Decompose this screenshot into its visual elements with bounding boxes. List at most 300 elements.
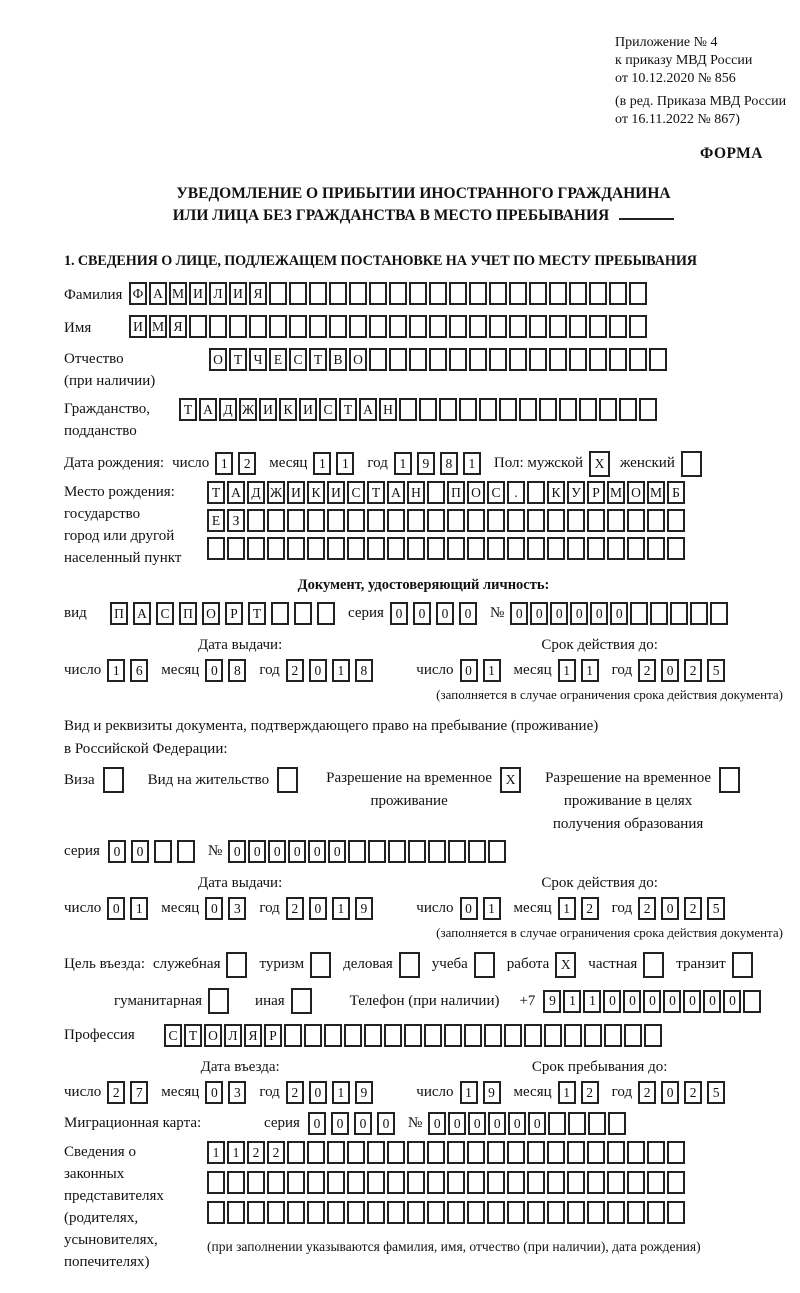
char-box[interactable]: О bbox=[209, 348, 227, 371]
char-box[interactable]: 1 bbox=[207, 1141, 225, 1164]
char-box[interactable] bbox=[488, 840, 506, 863]
char-box[interactable] bbox=[681, 451, 702, 477]
char-box[interactable]: 0 bbox=[508, 1112, 526, 1135]
char-box[interactable] bbox=[327, 1141, 345, 1164]
char-box[interactable]: 0 bbox=[661, 897, 679, 920]
char-box[interactable]: Т bbox=[207, 481, 225, 504]
char-box[interactable] bbox=[587, 537, 605, 560]
char-box[interactable] bbox=[327, 509, 345, 532]
char-box[interactable] bbox=[529, 315, 547, 338]
char-box[interactable]: С bbox=[156, 602, 174, 625]
char-box[interactable]: У bbox=[567, 481, 585, 504]
char-box[interactable] bbox=[647, 537, 665, 560]
char-box[interactable] bbox=[629, 315, 647, 338]
char-box[interactable]: К bbox=[547, 481, 565, 504]
char-box[interactable] bbox=[504, 1024, 522, 1047]
char-box[interactable] bbox=[307, 537, 325, 560]
char-box[interactable] bbox=[227, 537, 245, 560]
char-box[interactable] bbox=[208, 988, 229, 1014]
char-box[interactable]: М bbox=[169, 282, 187, 305]
char-box[interactable]: X bbox=[500, 767, 521, 793]
purpose-transit-checkbox[interactable] bbox=[732, 952, 755, 978]
char-box[interactable] bbox=[447, 1201, 465, 1224]
char-box[interactable] bbox=[548, 1112, 566, 1135]
char-box[interactable] bbox=[388, 840, 406, 863]
char-box[interactable] bbox=[549, 282, 567, 305]
char-box[interactable] bbox=[579, 398, 597, 421]
char-box[interactable]: 0 bbox=[661, 659, 679, 682]
char-box[interactable] bbox=[347, 1171, 365, 1194]
char-box[interactable]: 1 bbox=[483, 897, 501, 920]
sex-female-checkbox[interactable] bbox=[681, 451, 704, 477]
char-box[interactable] bbox=[529, 348, 547, 371]
char-box[interactable]: Н bbox=[407, 481, 425, 504]
birth-day-input[interactable] bbox=[215, 452, 261, 475]
char-box[interactable]: 0 bbox=[723, 990, 741, 1013]
char-box[interactable] bbox=[449, 315, 467, 338]
char-box[interactable] bbox=[367, 1171, 385, 1194]
char-box[interactable] bbox=[103, 767, 124, 793]
char-box[interactable] bbox=[608, 1112, 626, 1135]
char-box[interactable]: 0 bbox=[460, 897, 478, 920]
char-box[interactable] bbox=[409, 315, 427, 338]
char-box[interactable] bbox=[569, 282, 587, 305]
char-box[interactable]: 7 bbox=[130, 1081, 148, 1104]
char-box[interactable] bbox=[449, 348, 467, 371]
char-box[interactable] bbox=[444, 1024, 462, 1047]
char-box[interactable]: 0 bbox=[131, 840, 149, 863]
char-box[interactable]: А bbox=[199, 398, 217, 421]
char-box[interactable] bbox=[584, 1024, 602, 1047]
char-box[interactable] bbox=[387, 537, 405, 560]
char-box[interactable] bbox=[547, 1171, 565, 1194]
char-box[interactable] bbox=[719, 767, 740, 793]
char-box[interactable]: 0 bbox=[528, 1112, 546, 1135]
char-box[interactable] bbox=[469, 315, 487, 338]
char-box[interactable] bbox=[267, 537, 285, 560]
mig-series-input[interactable] bbox=[308, 1112, 400, 1135]
char-box[interactable] bbox=[424, 1024, 442, 1047]
char-box[interactable] bbox=[587, 1171, 605, 1194]
char-box[interactable] bbox=[609, 282, 627, 305]
char-box[interactable]: 9 bbox=[483, 1081, 501, 1104]
char-box[interactable]: 0 bbox=[468, 1112, 486, 1135]
char-box[interactable]: 0 bbox=[308, 1112, 326, 1135]
char-box[interactable] bbox=[267, 1201, 285, 1224]
char-box[interactable]: 0 bbox=[413, 602, 431, 625]
char-box[interactable] bbox=[489, 282, 507, 305]
char-box[interactable]: 0 bbox=[488, 1112, 506, 1135]
char-box[interactable]: М bbox=[607, 481, 625, 504]
char-box[interactable] bbox=[367, 509, 385, 532]
char-box[interactable] bbox=[327, 1171, 345, 1194]
char-box[interactable] bbox=[289, 315, 307, 338]
char-box[interactable] bbox=[589, 348, 607, 371]
char-box[interactable] bbox=[307, 1201, 325, 1224]
char-box[interactable] bbox=[429, 282, 447, 305]
char-box[interactable] bbox=[347, 1201, 365, 1224]
char-box[interactable]: 2 bbox=[247, 1141, 265, 1164]
char-box[interactable]: 2 bbox=[684, 1081, 702, 1104]
char-box[interactable]: А bbox=[359, 398, 377, 421]
char-box[interactable] bbox=[619, 398, 637, 421]
char-box[interactable]: 1 bbox=[332, 897, 350, 920]
char-box[interactable] bbox=[549, 348, 567, 371]
char-box[interactable] bbox=[647, 1201, 665, 1224]
char-box[interactable]: Е bbox=[269, 348, 287, 371]
char-box[interactable] bbox=[690, 602, 708, 625]
birthplace-row2-input[interactable] bbox=[207, 509, 687, 532]
char-box[interactable] bbox=[649, 348, 667, 371]
char-box[interactable] bbox=[367, 537, 385, 560]
char-box[interactable]: 0 bbox=[610, 602, 628, 625]
purpose-business-checkbox[interactable] bbox=[226, 952, 249, 978]
char-box[interactable] bbox=[627, 1201, 645, 1224]
char-box[interactable] bbox=[564, 1024, 582, 1047]
char-box[interactable] bbox=[404, 1024, 422, 1047]
char-box[interactable] bbox=[624, 1024, 642, 1047]
char-box[interactable] bbox=[227, 1201, 245, 1224]
purpose-tourism-checkbox[interactable] bbox=[310, 952, 333, 978]
char-box[interactable] bbox=[347, 509, 365, 532]
char-box[interactable] bbox=[307, 1171, 325, 1194]
char-box[interactable]: Я bbox=[244, 1024, 262, 1047]
char-box[interactable] bbox=[527, 1141, 545, 1164]
char-box[interactable]: 1 bbox=[463, 452, 481, 475]
char-box[interactable] bbox=[507, 1171, 525, 1194]
char-box[interactable] bbox=[408, 840, 426, 863]
char-box[interactable] bbox=[310, 952, 331, 978]
char-box[interactable] bbox=[527, 1171, 545, 1194]
char-box[interactable] bbox=[484, 1024, 502, 1047]
permit-valid-year-input[interactable] bbox=[638, 897, 730, 920]
char-box[interactable] bbox=[609, 315, 627, 338]
permit-valid-day-input[interactable] bbox=[460, 897, 506, 920]
char-box[interactable] bbox=[667, 1141, 685, 1164]
stay-year-input[interactable] bbox=[638, 1081, 730, 1104]
char-box[interactable]: Л bbox=[224, 1024, 242, 1047]
char-box[interactable]: В bbox=[329, 348, 347, 371]
char-box[interactable] bbox=[367, 1141, 385, 1164]
char-box[interactable]: 0 bbox=[268, 840, 286, 863]
char-box[interactable] bbox=[277, 767, 298, 793]
char-box[interactable] bbox=[469, 282, 487, 305]
char-box[interactable]: 0 bbox=[331, 1112, 349, 1135]
permit-series-input[interactable] bbox=[108, 840, 200, 863]
char-box[interactable] bbox=[547, 1141, 565, 1164]
char-box[interactable]: 0 bbox=[377, 1112, 395, 1135]
char-box[interactable]: Л bbox=[209, 282, 227, 305]
citizenship-input[interactable] bbox=[179, 398, 659, 421]
char-box[interactable] bbox=[710, 602, 728, 625]
char-box[interactable] bbox=[627, 537, 645, 560]
char-box[interactable] bbox=[547, 537, 565, 560]
char-box[interactable] bbox=[549, 315, 567, 338]
char-box[interactable] bbox=[630, 602, 648, 625]
char-box[interactable]: Р bbox=[264, 1024, 282, 1047]
char-box[interactable] bbox=[588, 1112, 606, 1135]
char-box[interactable]: И bbox=[287, 481, 305, 504]
doc-valid-day-input[interactable] bbox=[460, 659, 506, 682]
char-box[interactable]: И bbox=[229, 282, 247, 305]
char-box[interactable]: Ф bbox=[129, 282, 147, 305]
doc-series-input[interactable] bbox=[390, 602, 482, 625]
char-box[interactable]: 2 bbox=[581, 897, 599, 920]
char-box[interactable]: О bbox=[202, 602, 220, 625]
char-box[interactable] bbox=[607, 1171, 625, 1194]
purpose-work-checkbox[interactable] bbox=[555, 952, 578, 978]
char-box[interactable]: 1 bbox=[558, 1081, 576, 1104]
char-box[interactable]: С bbox=[164, 1024, 182, 1047]
purpose-study-checkbox[interactable] bbox=[474, 952, 497, 978]
char-box[interactable] bbox=[389, 315, 407, 338]
char-box[interactable] bbox=[384, 1024, 402, 1047]
char-box[interactable] bbox=[344, 1024, 362, 1047]
char-box[interactable] bbox=[567, 1141, 585, 1164]
char-box[interactable]: 8 bbox=[355, 659, 373, 682]
char-box[interactable]: . bbox=[507, 481, 525, 504]
char-box[interactable] bbox=[627, 1171, 645, 1194]
char-box[interactable] bbox=[287, 509, 305, 532]
char-box[interactable] bbox=[647, 1141, 665, 1164]
char-box[interactable]: 9 bbox=[355, 1081, 373, 1104]
char-box[interactable] bbox=[629, 348, 647, 371]
char-box[interactable]: И bbox=[299, 398, 317, 421]
char-box[interactable]: 0 bbox=[661, 1081, 679, 1104]
char-box[interactable] bbox=[329, 282, 347, 305]
char-box[interactable]: П bbox=[179, 602, 197, 625]
char-box[interactable]: 0 bbox=[459, 602, 477, 625]
char-box[interactable]: 1 bbox=[460, 1081, 478, 1104]
char-box[interactable]: 1 bbox=[563, 990, 581, 1013]
char-box[interactable]: Ж bbox=[267, 481, 285, 504]
char-box[interactable] bbox=[467, 509, 485, 532]
doc-valid-year-input[interactable] bbox=[638, 659, 730, 682]
char-box[interactable]: 5 bbox=[707, 659, 725, 682]
permit-issue-year-input[interactable] bbox=[286, 897, 378, 920]
char-box[interactable]: Ч bbox=[249, 348, 267, 371]
char-box[interactable]: 1 bbox=[583, 990, 601, 1013]
char-box[interactable] bbox=[427, 1171, 445, 1194]
char-box[interactable] bbox=[387, 1141, 405, 1164]
char-box[interactable]: 0 bbox=[570, 602, 588, 625]
char-box[interactable]: 0 bbox=[108, 840, 126, 863]
char-box[interactable]: 1 bbox=[227, 1141, 245, 1164]
char-box[interactable] bbox=[399, 952, 420, 978]
profession-input[interactable] bbox=[164, 1024, 664, 1047]
char-box[interactable]: Б bbox=[667, 481, 685, 504]
char-box[interactable] bbox=[428, 840, 446, 863]
char-box[interactable]: 9 bbox=[417, 452, 435, 475]
char-box[interactable] bbox=[227, 1171, 245, 1194]
char-box[interactable] bbox=[468, 840, 486, 863]
char-box[interactable]: 2 bbox=[238, 452, 256, 475]
char-box[interactable]: 0 bbox=[703, 990, 721, 1013]
char-box[interactable] bbox=[732, 952, 753, 978]
char-box[interactable]: З bbox=[227, 509, 245, 532]
char-box[interactable] bbox=[487, 509, 505, 532]
char-box[interactable]: 1 bbox=[107, 659, 125, 682]
char-box[interactable] bbox=[547, 1201, 565, 1224]
char-box[interactable]: 3 bbox=[228, 897, 246, 920]
char-box[interactable]: 0 bbox=[510, 602, 528, 625]
char-box[interactable]: А bbox=[133, 602, 151, 625]
char-box[interactable] bbox=[427, 1201, 445, 1224]
doc-issue-year-input[interactable] bbox=[286, 659, 378, 682]
char-box[interactable] bbox=[527, 537, 545, 560]
char-box[interactable] bbox=[289, 282, 307, 305]
char-box[interactable]: 2 bbox=[638, 897, 656, 920]
char-box[interactable] bbox=[479, 398, 497, 421]
char-box[interactable] bbox=[439, 398, 457, 421]
char-box[interactable] bbox=[509, 315, 527, 338]
char-box[interactable]: 0 bbox=[205, 659, 223, 682]
char-box[interactable]: 2 bbox=[267, 1141, 285, 1164]
char-box[interactable] bbox=[347, 1141, 365, 1164]
char-box[interactable]: П bbox=[447, 481, 465, 504]
entry-year-input[interactable] bbox=[286, 1081, 378, 1104]
permit-issue-day-input[interactable] bbox=[107, 897, 153, 920]
char-box[interactable] bbox=[349, 282, 367, 305]
char-box[interactable]: 0 bbox=[623, 990, 641, 1013]
char-box[interactable]: 2 bbox=[286, 1081, 304, 1104]
char-box[interactable]: Д bbox=[247, 481, 265, 504]
char-box[interactable] bbox=[287, 1141, 305, 1164]
char-box[interactable] bbox=[639, 398, 657, 421]
char-box[interactable]: 2 bbox=[581, 1081, 599, 1104]
char-box[interactable]: 0 bbox=[550, 602, 568, 625]
char-box[interactable] bbox=[407, 1171, 425, 1194]
char-box[interactable]: 2 bbox=[286, 659, 304, 682]
char-box[interactable] bbox=[247, 537, 265, 560]
char-box[interactable] bbox=[348, 840, 366, 863]
char-box[interactable] bbox=[667, 1201, 685, 1224]
char-box[interactable] bbox=[599, 398, 617, 421]
doc-number-input[interactable] bbox=[510, 602, 730, 625]
char-box[interactable]: 5 bbox=[707, 897, 725, 920]
char-box[interactable] bbox=[667, 1171, 685, 1194]
char-box[interactable] bbox=[589, 282, 607, 305]
char-box[interactable]: 1 bbox=[336, 452, 354, 475]
char-box[interactable]: А bbox=[227, 481, 245, 504]
stay-day-input[interactable] bbox=[460, 1081, 506, 1104]
char-box[interactable] bbox=[499, 398, 517, 421]
char-box[interactable] bbox=[507, 509, 525, 532]
char-box[interactable] bbox=[629, 282, 647, 305]
char-box[interactable]: Р bbox=[225, 602, 243, 625]
purpose-private-checkbox[interactable] bbox=[643, 952, 666, 978]
doc-valid-month-input[interactable] bbox=[558, 659, 604, 682]
char-box[interactable] bbox=[287, 1171, 305, 1194]
char-box[interactable]: 9 bbox=[355, 897, 373, 920]
char-box[interactable] bbox=[327, 537, 345, 560]
char-box[interactable]: Я bbox=[249, 282, 267, 305]
char-box[interactable] bbox=[567, 537, 585, 560]
char-box[interactable] bbox=[364, 1024, 382, 1047]
char-box[interactable] bbox=[427, 481, 445, 504]
char-box[interactable]: О bbox=[204, 1024, 222, 1047]
name-input[interactable] bbox=[129, 315, 649, 338]
phone-input[interactable] bbox=[543, 990, 763, 1013]
char-box[interactable] bbox=[324, 1024, 342, 1047]
char-box[interactable] bbox=[307, 509, 325, 532]
char-box[interactable]: Н bbox=[379, 398, 397, 421]
char-box[interactable]: 0 bbox=[683, 990, 701, 1013]
char-box[interactable] bbox=[407, 537, 425, 560]
char-box[interactable] bbox=[369, 315, 387, 338]
char-box[interactable]: 3 bbox=[228, 1081, 246, 1104]
char-box[interactable] bbox=[247, 1171, 265, 1194]
char-box[interactable] bbox=[287, 537, 305, 560]
char-box[interactable] bbox=[643, 952, 664, 978]
char-box[interactable]: С bbox=[289, 348, 307, 371]
char-box[interactable] bbox=[229, 315, 247, 338]
entry-month-input[interactable] bbox=[205, 1081, 251, 1104]
char-box[interactable] bbox=[387, 1171, 405, 1194]
char-box[interactable]: 0 bbox=[643, 990, 661, 1013]
char-box[interactable] bbox=[524, 1024, 542, 1047]
char-box[interactable] bbox=[284, 1024, 302, 1047]
char-box[interactable] bbox=[429, 348, 447, 371]
char-box[interactable] bbox=[670, 602, 688, 625]
sex-male-checkbox[interactable] bbox=[589, 451, 612, 477]
permit-issue-month-input[interactable] bbox=[205, 897, 251, 920]
char-box[interactable] bbox=[527, 481, 545, 504]
char-box[interactable]: Т bbox=[309, 348, 327, 371]
char-box[interactable]: Ж bbox=[239, 398, 257, 421]
char-box[interactable] bbox=[519, 398, 537, 421]
visa-checkbox[interactable] bbox=[103, 767, 126, 793]
char-box[interactable]: 5 bbox=[707, 1081, 725, 1104]
patronymic-input[interactable] bbox=[209, 348, 669, 371]
char-box[interactable] bbox=[527, 1201, 545, 1224]
char-box[interactable]: X bbox=[555, 952, 576, 978]
char-box[interactable] bbox=[307, 1141, 325, 1164]
char-box[interactable]: Т bbox=[229, 348, 247, 371]
char-box[interactable]: С bbox=[319, 398, 337, 421]
char-box[interactable] bbox=[627, 1141, 645, 1164]
char-box[interactable] bbox=[650, 602, 668, 625]
char-box[interactable]: Т bbox=[339, 398, 357, 421]
representatives-row1-input[interactable] bbox=[207, 1141, 701, 1164]
char-box[interactable]: К bbox=[307, 481, 325, 504]
char-box[interactable] bbox=[447, 1141, 465, 1164]
char-box[interactable] bbox=[487, 1141, 505, 1164]
residence-permit-checkbox[interactable] bbox=[277, 767, 300, 793]
char-box[interactable] bbox=[527, 509, 545, 532]
char-box[interactable] bbox=[609, 348, 627, 371]
char-box[interactable]: 1 bbox=[558, 659, 576, 682]
char-box[interactable] bbox=[464, 1024, 482, 1047]
char-box[interactable]: 8 bbox=[228, 659, 246, 682]
char-box[interactable]: 9 bbox=[543, 990, 561, 1013]
char-box[interactable] bbox=[547, 509, 565, 532]
char-box[interactable]: 0 bbox=[308, 840, 326, 863]
char-box[interactable] bbox=[607, 1141, 625, 1164]
char-box[interactable] bbox=[207, 1201, 225, 1224]
char-box[interactable]: 0 bbox=[228, 840, 246, 863]
birth-month-input[interactable] bbox=[313, 452, 359, 475]
char-box[interactable] bbox=[644, 1024, 662, 1047]
char-box[interactable]: К bbox=[279, 398, 297, 421]
char-box[interactable] bbox=[627, 509, 645, 532]
char-box[interactable]: Т bbox=[179, 398, 197, 421]
char-box[interactable]: 2 bbox=[286, 897, 304, 920]
char-box[interactable]: 1 bbox=[332, 659, 350, 682]
char-box[interactable] bbox=[177, 840, 195, 863]
char-box[interactable] bbox=[467, 1141, 485, 1164]
char-box[interactable]: П bbox=[110, 602, 128, 625]
